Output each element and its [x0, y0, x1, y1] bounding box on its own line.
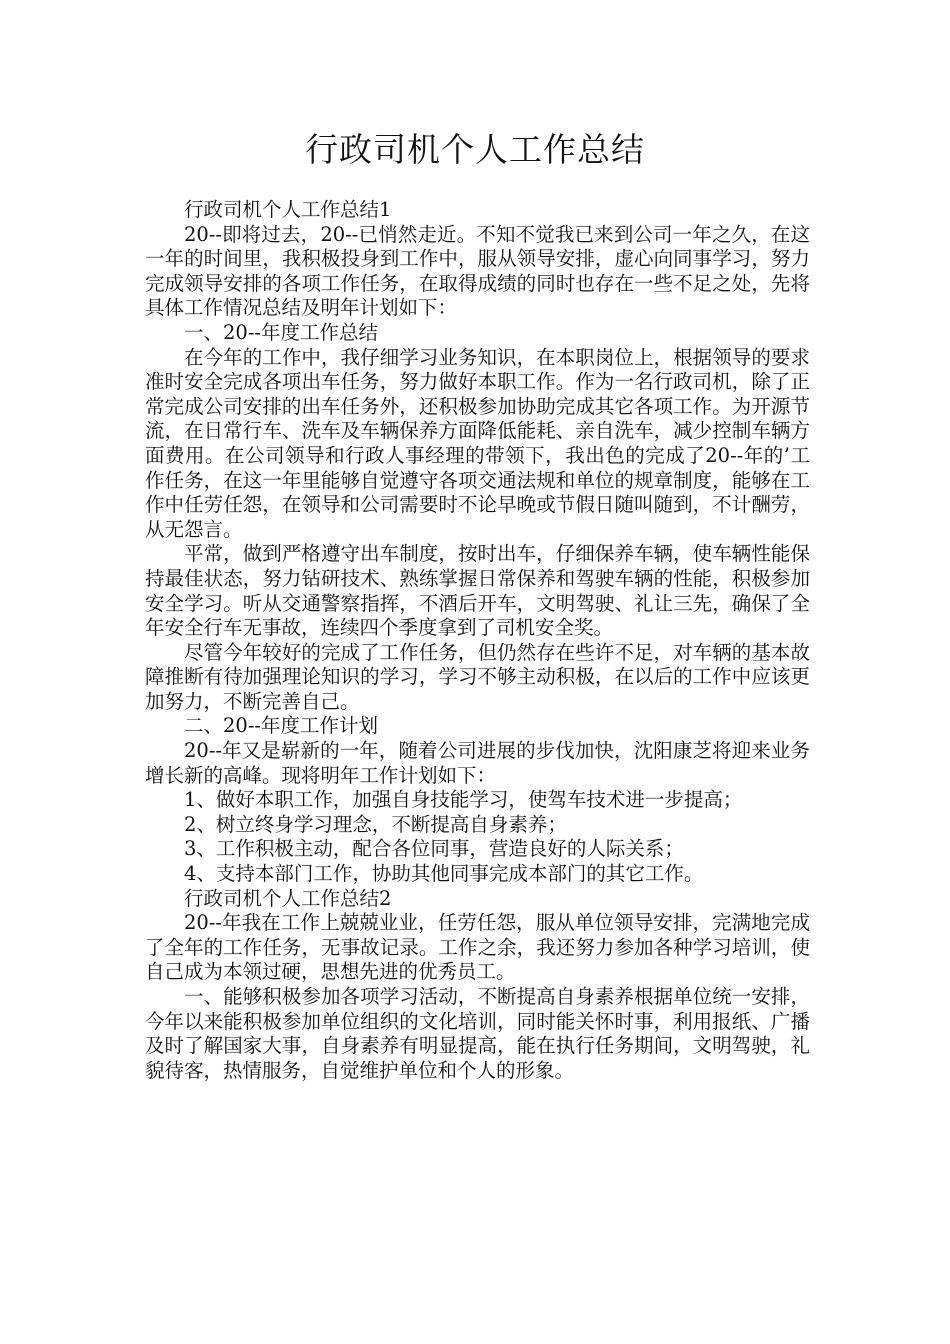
list-item: 2、树立终身学习理念，不断提高自身素养； [184, 812, 567, 836]
paragraph: 20--年我在工作上兢兢业业，任劳任怨，服从单位领导安排，完满地完成了全年的工作任务，无事故记录。工作之余，我还努力参加各种学习培训，使自己成为本领过硬，思想先进的优秀员工。 [145, 911, 810, 984]
section-heading-1: 行政司机个人工作总结1 [184, 198, 392, 221]
paragraph: 在今年的工作中，我仔细学习业务知识，在本职岗位上，根据领导的要求准时安全完成各项出车任务，努力做好本职工作。作为一名行政司机，除了正常完成公司安排的出车任务外，还积极参加协助完成其它各项工作。为开源节流，在日常行车、洗车及车辆保养方面降低能耗、亲自洗车，减少控制车辆方面费用。在公司领导和行政人事经理的带领下，我出色的完成了20--年的’工作任务，在这一年里能够自觉遵守各项交通法规和单位的规章制度，能够在工作中任劳任怨，在领导和公司需要时不论早晚或节假日随叫随到，不计酬劳，从无怨言。 [145, 345, 810, 541]
section-heading-2: 行政司机个人工作总结2 [184, 886, 392, 910]
paragraph: 20--年又是崭新的一年，随着公司进展的步伐加快，沈阳康芝将迎来业务增长新的高峰。现将明年工作计划如下： [145, 739, 810, 787]
list-item: 1、做好本职工作，加强自身技能学习，使驾车技术进一步提高； [184, 788, 743, 812]
paragraph: 一、能够积极参加各项学习活动，不断提高自身素养根据单位统一安排，今年以来能积极参加单位组织的文化培训，同时能关怀时事，利用报纸、广播及时了解国家大事，自身素养有明显提高，能在执行任务期间，文明驾驶，礼貌待客，热情服务，自觉维护单位和个人的形象。 [145, 985, 810, 1082]
list-item: 3、工作积极主动，配合各位同事，营造良好的人际关系； [184, 837, 684, 861]
paragraph: 20--即将过去，20--已悄然走近。不知不觉我已来到公司一年之久，在这一年的时间里，我积极投身到工作中，服从领导安排，虚心向同事学习，努力完成领导安排的各项工作任务，在取得成绩的同时也存在一些不足之处，先将具体工作情况总结及明年计划如下： [145, 222, 810, 320]
sub-heading: 一、20--年度工作总结 [184, 320, 378, 344]
document-body [145, 198, 810, 1083]
document-title: 行政司机个人工作总结 [305, 130, 645, 169]
paragraph: 平常，做到严格遵守出车制度，按时出车，仔细保养车辆，使车辆性能保持最佳状态，努力钻研技术、熟练掌握日常保养和驾驶车辆的性能，积极参加安全学习。听从交通警察指挥，不酒后开车，文明驾驶、礼让三先，确保了全年安全行车无事故，连续四个季度拿到了司机安全奖。 [145, 542, 810, 640]
list-item: 4、支持本部门工作，协助其他同事完成本部门的其它工作。 [184, 862, 704, 886]
sub-heading: 二、20--年度工作计划 [184, 714, 378, 738]
paragraph: 尽管今年较好的完成了工作任务，但仍然存在些许不足，对车辆的基本故障推断有待加强理论知识的学习，学习不够主动积极，在以后的工作中应该更加努力，不断完善自己。 [145, 640, 810, 713]
